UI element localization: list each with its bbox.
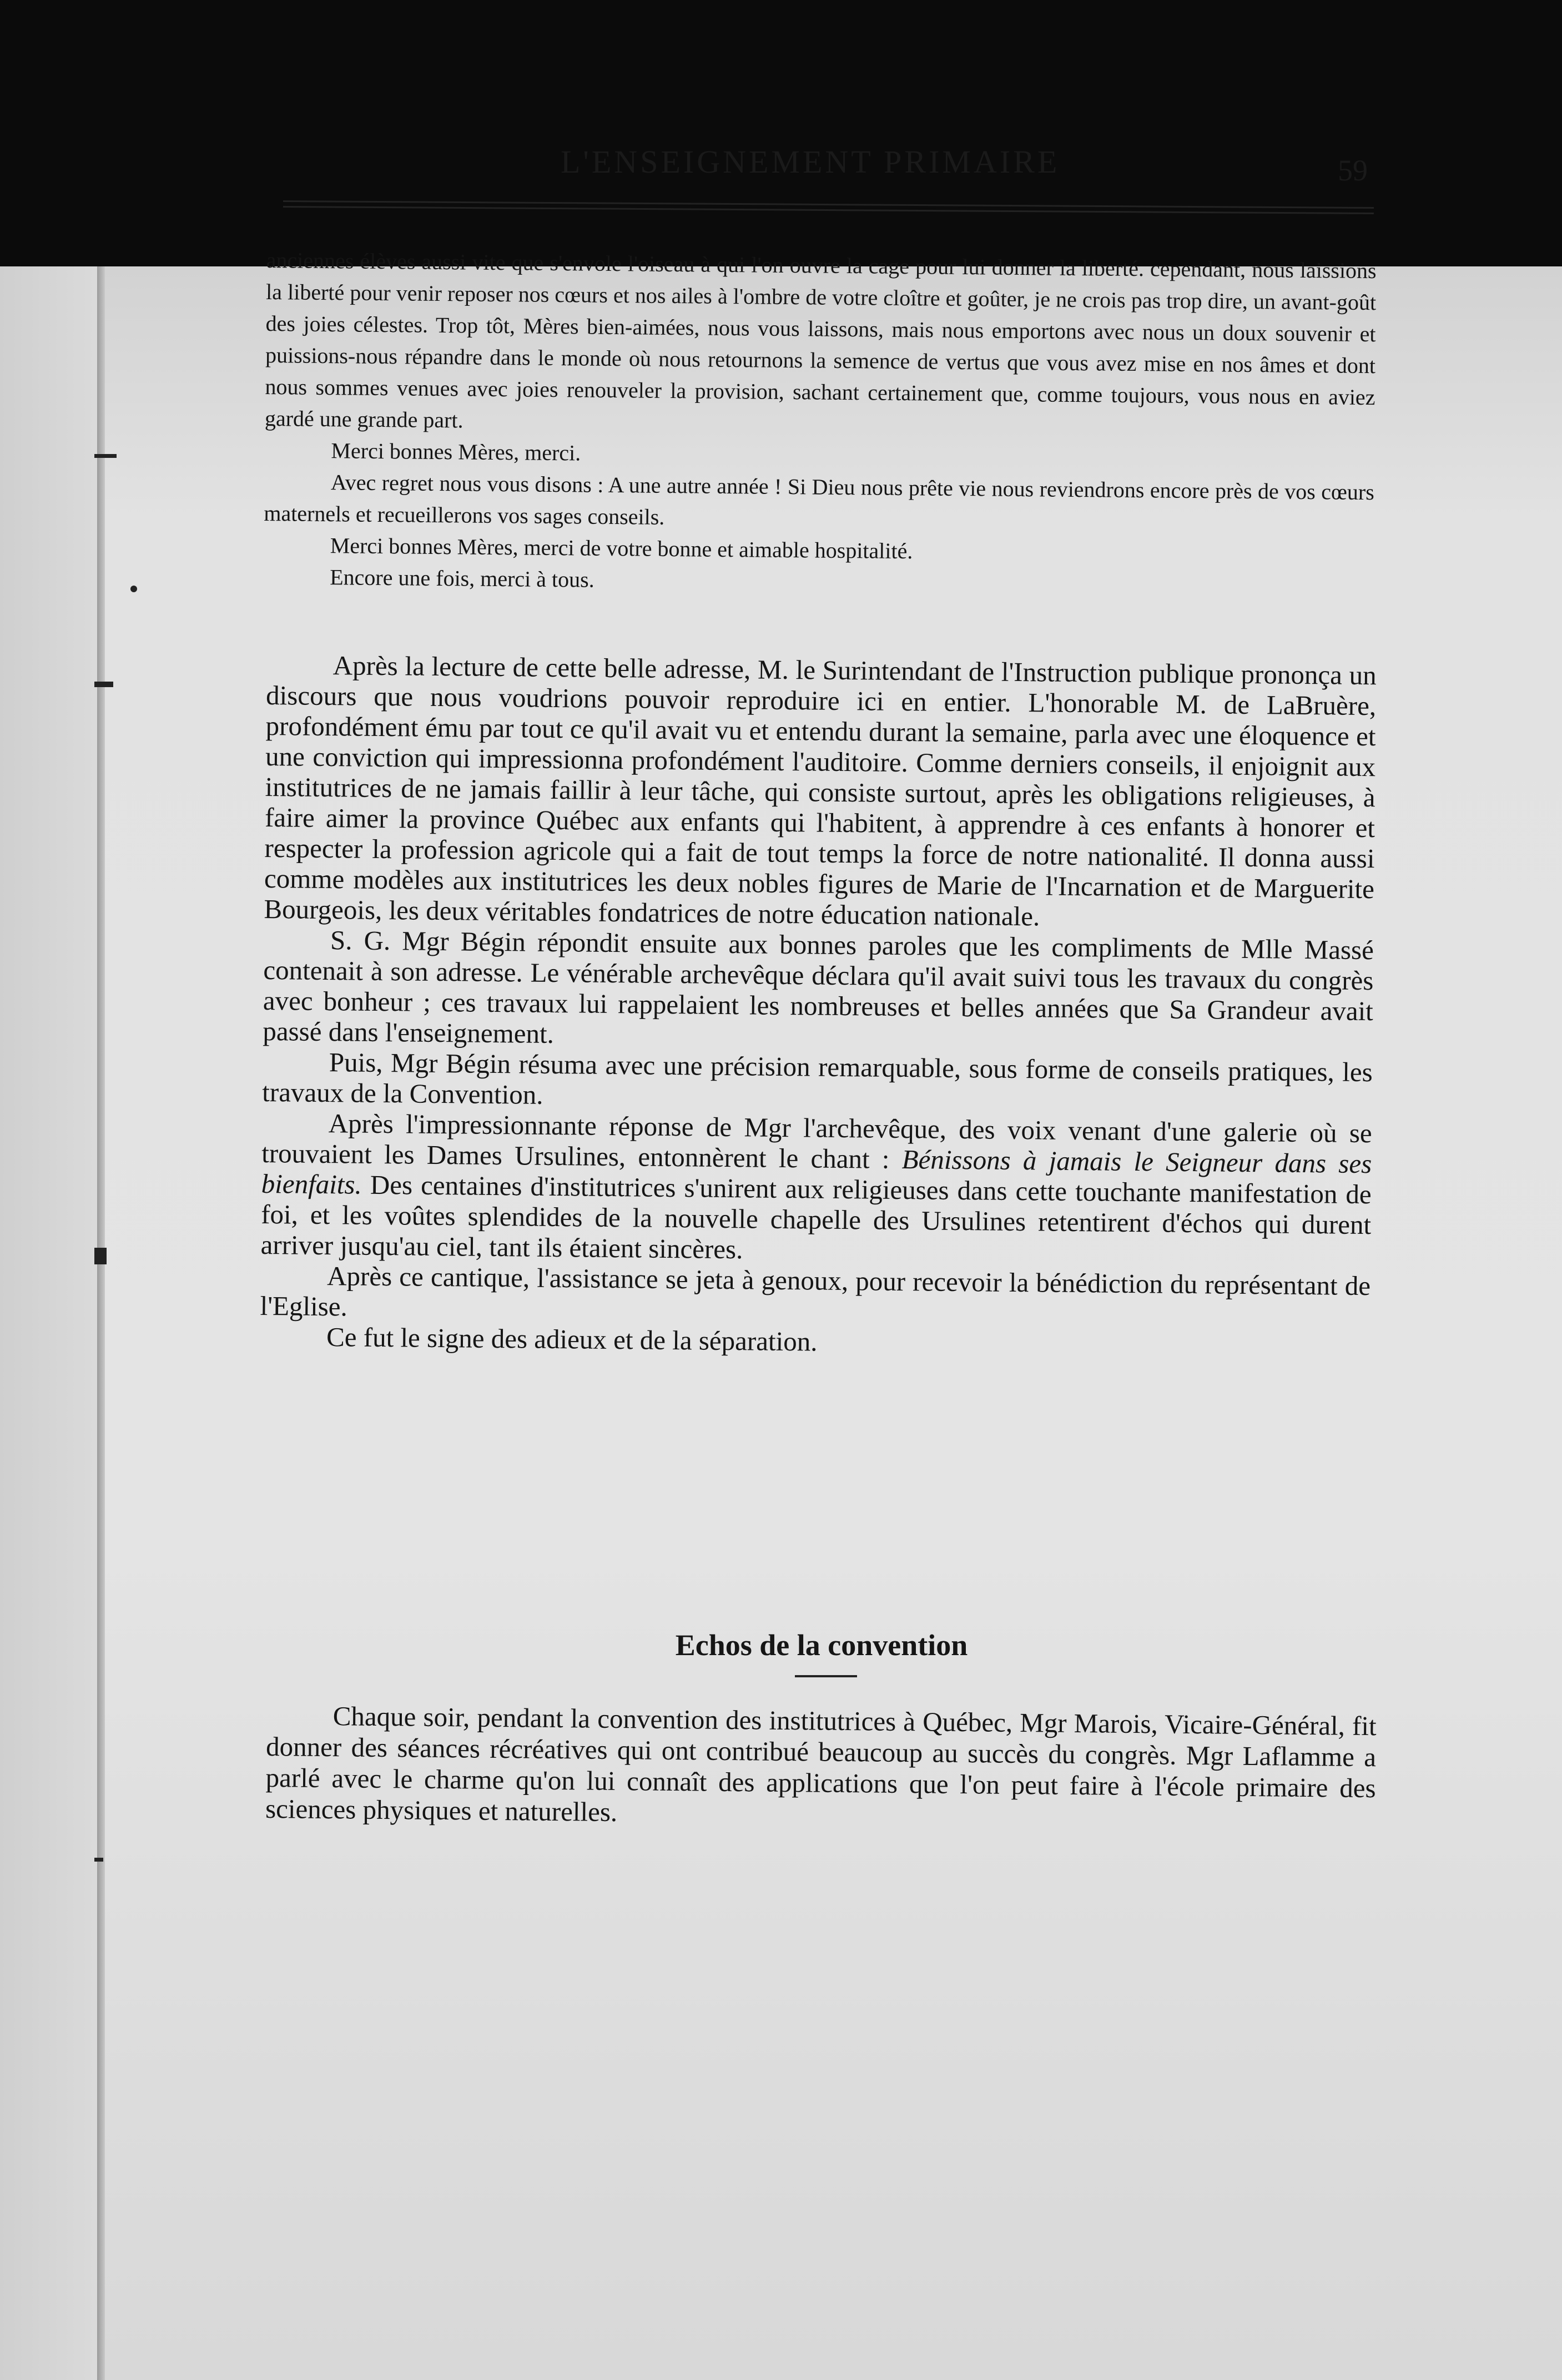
address-paragraph: Encore une fois, merci à tous. — [330, 564, 594, 592]
body-text: Des centaines d'institutrices s'unirent aux religieuses dans cette touchante manifestation de foi, et les voûtes splendides de la nouvelle chapelle des Ursulines retentirent d'échos qui durent arriver jusqu'au ciel, tant ils étaient sincères. — [260, 1169, 1372, 1265]
section-paragraph: Chaque soir, pendant la convention des institutrices à Québec, Mgr Marois, Vicaire-Général, fit donner des séances récréatives qui ont contribué beaucoup au succès du congrès. Mgr Laflamme a parlé avec le charme qu'on lui connaît des applications que l'on peut faire à l'école primaire des sciences physiques et naturelles. — [265, 1701, 1377, 1828]
body-paragraph: Après la lecture de cette belle adresse, M. le Surintendant de l'Instruction publique prononça un discours que nous voudrions pouvoir reproduire ici en entier. L'honorable M. de LaBruère, profondément ému par tout ce qu'il avait vu et entendu durant la semaine, parla avec une éloquence et une conviction qui impressionna profondément l'auditoire. Comme derniers conseils, il enjoignit aux institutrices de ne jamais faillir à leur tâche, qui consiste surtout, après les obligations religieuses, à faire aimer la province Québec aux enfants qui l'habitent, à apprendre à ces enfants à honorer et respecter la profession agricole qui a fait de tout temps la force de notre nationalité. Il donna aussi comme modèles aux institutrices les deux nobles figures de Marie de l'Incarnation et de Marguerite Bourgeois, les deux véritables fondatrices de notre éducation nationale. — [264, 650, 1377, 932]
hymn-title: Bénissons à jamais le Seigneur dans ses bienfaits. — [261, 1144, 1372, 1200]
page-gutter — [97, 266, 105, 2380]
heading-rule — [795, 1675, 857, 1677]
margin-mark — [94, 454, 117, 458]
address-paragraph: Merci bonnes Mères, merci de votre bonne et aimable hospitalité. — [330, 533, 913, 564]
address-text — [263, 244, 1377, 603]
address-paragraph: Avec regret nous vous disons : A une autre année ! Si Dieu nous prête vie nous reviendrons encore près de vos cœurs maternels et recueillerons vos sages conseils. — [264, 470, 1375, 530]
section-heading: Echos de la convention — [675, 1628, 968, 1662]
header-double-rule — [283, 200, 1374, 214]
body-paragraph: Ce fut le signe des adieux et de la séparation. — [326, 1322, 818, 1357]
page-number: 59 — [1338, 154, 1368, 187]
margin-mark — [94, 1858, 103, 1862]
body-text: Après l'impressionnante réponse de Mgr l'archevêque, des voix venant d'une galerie où se trouvaient les Dames Ursulines, entonnèrent le chant : — [261, 1108, 1372, 1174]
margin-mark — [94, 1248, 107, 1264]
body-paragraph: S. G. Mgr Bégin répondit ensuite aux bonnes paroles que les compliments de Mlle Massé contenait à son adresse. Le vénérable archevêque déclara qu'il avait suivi tous les travaux du congrès avec bonheur ; ces travaux lui rappelaient les nombreuses et belles années que Sa Grandeur avait passé dans l'enseignement. — [263, 925, 1374, 1050]
body-paragraph: Après ce cantique, l'assistance se jeta à genoux, pour recevoir la bénédiction du représentant de l'Eglise. — [260, 1260, 1371, 1322]
running-title: L'ENSEIGNEMENT PRIMAIRE — [561, 144, 1060, 180]
body-paragraph: Puis, Mgr Bégin résuma avec une précision remarquable, sous forme de conseils pratiques, les travaux de la Convention. — [262, 1047, 1373, 1110]
margin-mark — [94, 682, 113, 687]
facing-page-edge — [0, 266, 97, 2380]
body-paragraph — [260, 1107, 1372, 1270]
section-body — [265, 1700, 1377, 1835]
address-paragraph: anciennes élèves aussi vite que s'envole l'oiseau à qui l'on ouvre la cage pour lui donner la liberté. cependant, nous laissions la liberté pour venir reposer nos cœurs et nos ailes à l'ombre de votre cloître et goûter, je ne crois pas trop dire, un avant-goût des joies célestes. Trop tôt, Mères bien-aimées, nous vous laissons, mais nous emportons avec nous un doux souvenir et puissions-nous répandre dans le monde où nous retournons la semence de vertus que vous avez mise en nos âmes et dont nous sommes venues avec joies renouveler la provision, sachant certainement que, comme toujours, vous nous en aviez gardé une grande part. — [264, 247, 1377, 433]
running-header — [272, 143, 1382, 188]
article-body — [260, 649, 1377, 1362]
margin-mark — [130, 586, 137, 592]
address-paragraph: Merci bonnes Mères, merci. — [331, 438, 581, 466]
